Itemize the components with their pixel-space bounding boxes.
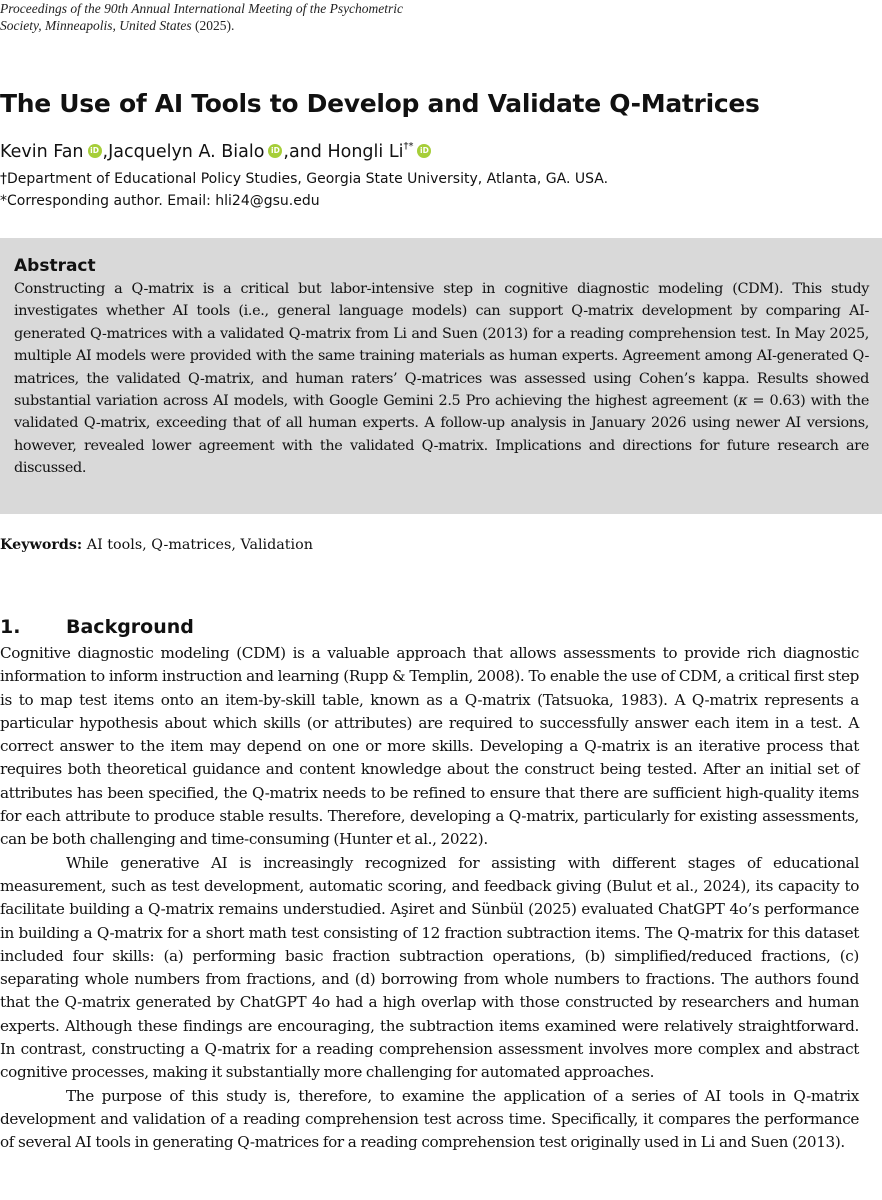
author-separator: ,	[283, 142, 289, 162]
abstract-text	[14, 278, 869, 480]
paper-title: The Use of AI Tools to Develop and Validate Q-Matrices	[0, 89, 760, 118]
orcid-icon[interactable]: iD	[88, 144, 102, 158]
proceedings-header	[0, 0, 520, 34]
abstract-heading: Abstract	[14, 256, 96, 276]
author-hongli-li: and Hongli Li	[288, 142, 404, 162]
author-marks: †*	[403, 141, 414, 152]
paragraph-3: The purpose of this study is, therefore, to examine the application of a series of AI tools in Q-matrix development and validation of a reading comprehension test across time. Specifically, it compares the performance of several AI tools in generating Q-matrices for a reading comprehension test originally used in Li and Suen (2013).	[0, 1086, 859, 1152]
orcid-icon[interactable]: iD	[417, 144, 431, 158]
section-number: 1.	[0, 616, 21, 638]
abstract-text-part-2: = 0.63) with the validated Q-matrix, exceeding that of all human experts. A follow-up analysis in January 2026 using newer AI versions, however, revealed lower agreement with the validated Q-matrix. Implications and directions for future research are discussed.	[14, 393, 869, 477]
affiliation-block	[0, 168, 880, 212]
proceedings-year: (2025).	[194, 18, 235, 33]
author-kevin-fan: Kevin Fan	[0, 142, 84, 162]
author-jacquelyn-bialo: Jacquelyn A. Bialo	[108, 142, 265, 162]
abstract-box	[0, 238, 882, 514]
paragraph-2: While generative AI is increasingly recognized for assisting with different stages of educational measurement, such as test development, automatic scoring, and feedback giving (Bulut et al., 2024), its capacity to facilitate building a Q-matrix remains understudied. Aşiret and Sünbül (2025) evaluated ChatGPT 4o’s performance in building a Q-matrix for a short math test consisting of 12 fraction subtraction items. The Q-matrix for this dataset included four skills: (a) performing basic fraction subtraction operations, (b) simplified/reduced fractions, (c) separating whole numbers from fractions, and (d) borrowing from whole numbers to fractions. The authors found that the Q-matrix generated by ChatGPT 4o had a high overlap with those constructed by researchers and human experts. Although these findings are encouraging, the subtraction items examined were relatively straightforward. In contrast, constructing a Q-matrix for a reading comprehension assessment involves more complex and abstract cognitive processes, making it substantially more challenging for automated approaches.	[0, 853, 859, 1082]
keywords-label: Keywords:	[0, 537, 83, 553]
paragraph-1: Cognitive diagnostic modeling (CDM) is a valuable approach that allows assessments to provide rich diagnostic information to inform instruction and learning (Rupp & Templin, 2008). To enable the use of CDM, a critical first step is to map test items onto an item-by-skill table, known as a Q-matrix (Tatsuoka, 1983). A Q-matrix represents a particular hypothesis about which skills (or attributes) are required to successfully answer each item in a test. A correct answer to the item may depend on one or more skills. Developing a Q-matrix is an iterative process that requires both theoretical guidance and content knowledge about the construct being tested. After an initial set of attributes has been specified, the Q-matrix needs to be refined to ensure that there are sufficient high-quality items for each attribute to produce stable results. Therefore, developing a Q-matrix, particularly for existing assessments, can be both challenging and time-consuming (Hunter et al., 2022).	[0, 644, 859, 849]
abstract-text-part-1: Constructing a Q-matrix is a critical but labor-intensive step in cognitive diagnostic modeling (CDM). This study investigates whether AI tools (i.e., general language models) can support Q-matrix development by comparing AI-generated Q-matrices with a validated Q-matrix from Li and Suen (2013) for a reading comprehension test. In May 2025, multiple AI models were provided with the same training materials as human experts. Agreement among AI-generated Q-matrices, the validated Q-matrix, and human raters’ Q-matrices was assessed using Cohen’s kappa. Results showed substantial variation across AI models, with Google Gemini 2.5 Pro achieving the highest agreement (	[14, 281, 869, 410]
author-list	[0, 140, 432, 164]
proceedings-line-1: Proceedings of the 90th Annual International Meeting of the Psychometric	[0, 1, 404, 16]
proceedings-venue: Society, Minneapolis, United States	[0, 18, 192, 33]
kappa-symbol: κ	[738, 393, 748, 410]
keywords	[0, 535, 313, 555]
proceedings-line-2	[0, 17, 520, 34]
section-body	[0, 642, 859, 1155]
affiliation: †Department of Educational Policy Studies, Georgia State University, Atlanta, GA. USA.	[0, 171, 609, 187]
section-title: Background	[66, 616, 194, 638]
section-heading-background	[0, 613, 194, 641]
author-separator: ,	[102, 142, 109, 162]
orcid-icon[interactable]: iD	[268, 144, 282, 158]
keywords-value: AI tools, Q-matrices, Validation	[82, 537, 313, 553]
corresponding-author: *Corresponding author. Email: hli24@gsu.edu	[0, 193, 320, 209]
